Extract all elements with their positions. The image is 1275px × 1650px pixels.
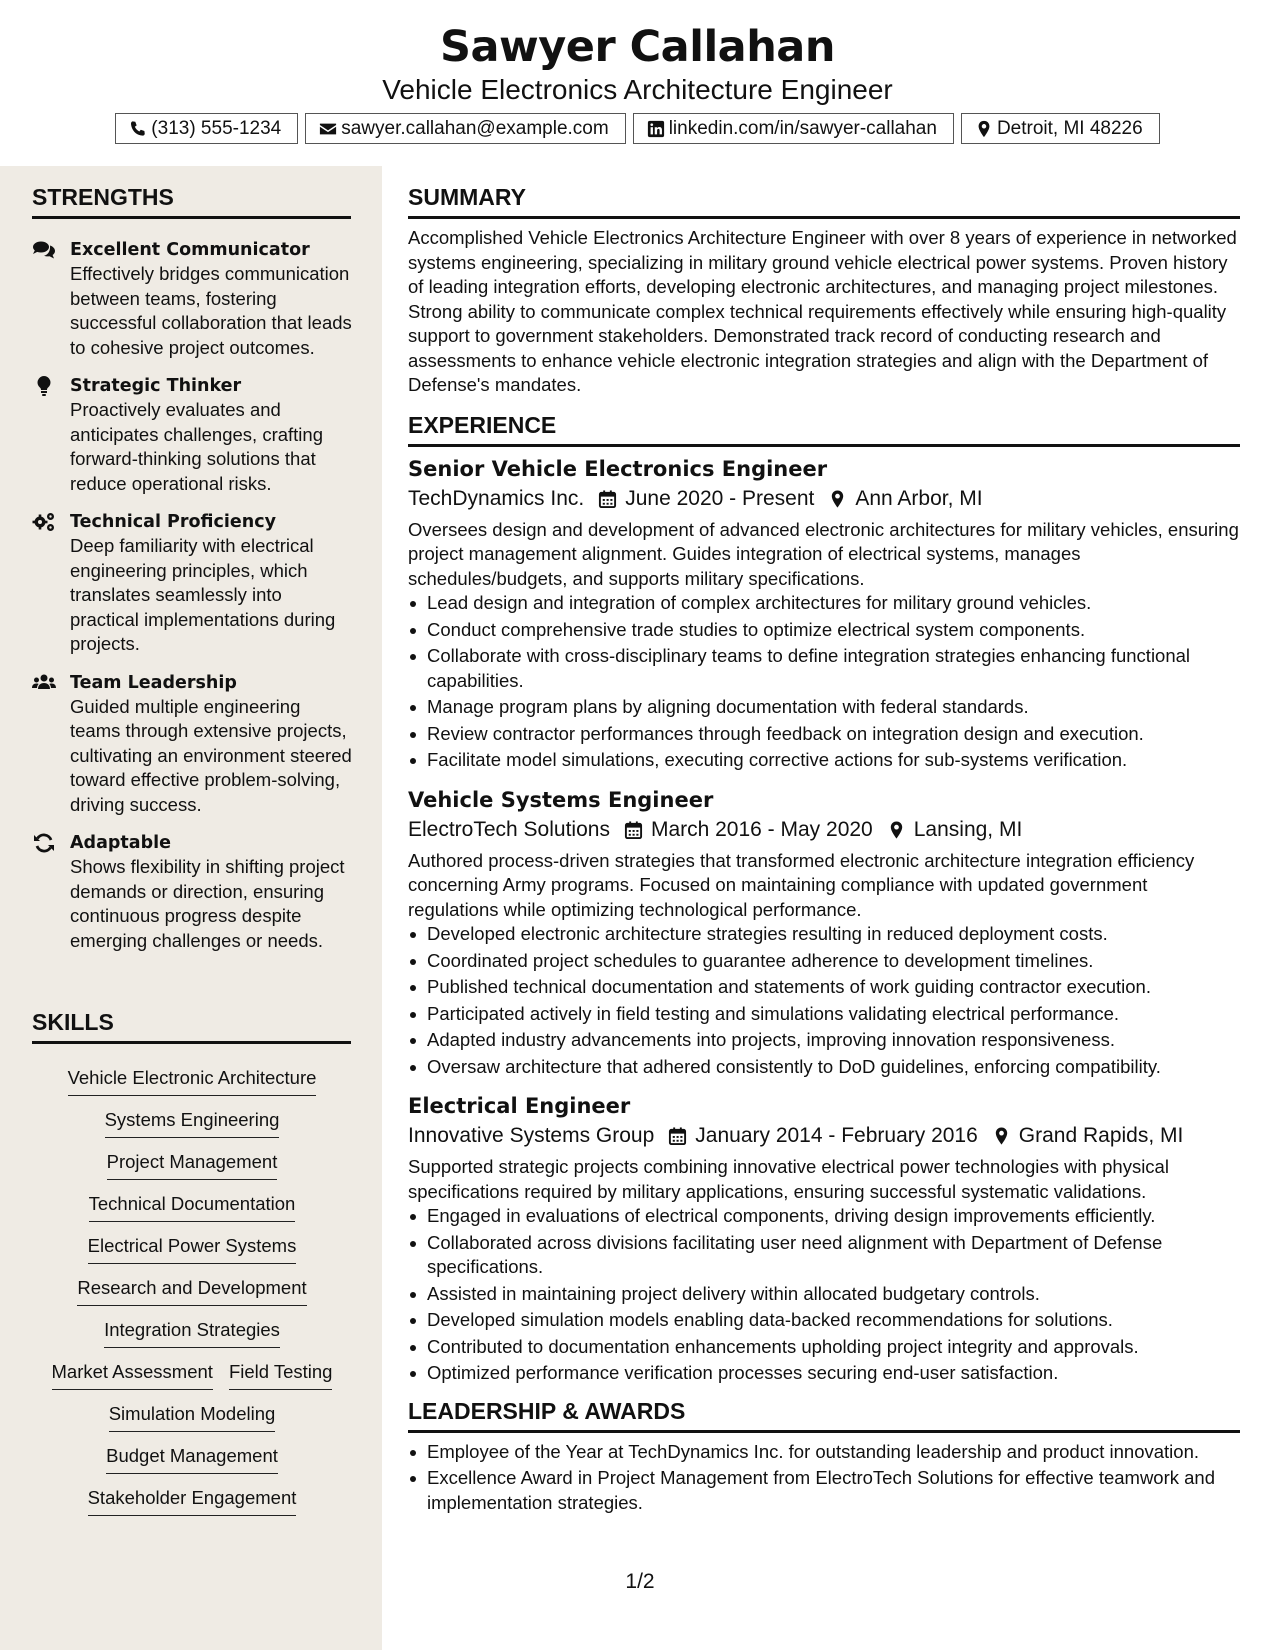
list-item: Lead design and integration of complex architectures for military ground vehicles.	[408, 591, 1240, 616]
job-company: TechDynamics Inc.	[408, 486, 585, 510]
envelope-icon	[319, 120, 337, 138]
map-marker-icon	[887, 820, 906, 840]
job-entry	[408, 1091, 1240, 1386]
page-number: 1/2	[625, 1570, 655, 1593]
strength-desc: Effectively bridges communication between teams, fostering successful collaboration that leads to cohesive project outcomes.	[70, 263, 352, 358]
strength-desc: Proactively evaluates and anticipates challenges, crafting forward-thinking solutions that reduce operational risks.	[70, 399, 323, 494]
skill-tag: Budget Management	[106, 1444, 278, 1474]
summary-heading: SUMMARY	[408, 184, 1240, 219]
job-entry	[408, 785, 1240, 1080]
list-item: Participated actively in field testing and simulations validating electrical performance.	[408, 1002, 1240, 1027]
skill-tag: Integration Strategies	[104, 1318, 280, 1348]
strength-title: Strategic Thinker	[70, 376, 242, 396]
list-item: Oversaw architecture that adhered consistently to DoD guidelines, enforcing compatibility.	[408, 1055, 1240, 1080]
strength-desc: Deep familiarity with electrical engineering principles, which translates seamlessly into practical implementations during projects.	[70, 535, 336, 654]
job-description: Supported strategic projects combining innovative electrical power technologies with physical specifications required by military applications, ensuring successful systematic validations.	[408, 1156, 1169, 1202]
skill-tag: Project Management	[107, 1150, 278, 1180]
calendar-icon	[598, 489, 617, 509]
skill-tag: Field Testing	[229, 1360, 333, 1390]
list-item: Assisted in maintaining project delivery within allocated budgetary controls.	[408, 1282, 1240, 1307]
job-description: Oversees design and development of advanced electronic architectures for military vehicles, ensuring project management alignment. Guides integration of electrical systems, manages schedules/budgets, and supports military specifications.	[408, 518, 1239, 589]
job-company: Innovative Systems Group	[408, 1124, 655, 1147]
strength-title: Technical Proficiency	[70, 512, 276, 532]
contact-bar	[0, 113, 1275, 144]
list-item: Coordinated project schedules to guarantee adherence to development timelines.	[408, 949, 1240, 974]
skill-tag: Technical Documentation	[89, 1192, 296, 1222]
list-item: Facilitate model simulations, executing corrective actions for sub-systems verification.	[408, 748, 1240, 773]
strength-item	[32, 831, 352, 953]
skill-tag: Systems Engineering	[105, 1108, 280, 1138]
email-text: sawyer.callahan@example.com	[341, 117, 609, 139]
skills-list	[32, 1066, 352, 1516]
job-title: Electrical Engineer	[408, 1094, 631, 1118]
strengths-list	[32, 238, 352, 967]
contact-email[interactable]	[305, 113, 625, 144]
candidate-title: Vehicle Electronics Architecture Engineer	[382, 74, 893, 105]
strength-item	[32, 510, 352, 657]
contact-linkedin[interactable]	[633, 113, 954, 144]
skill-tag: Electrical Power Systems	[88, 1234, 297, 1264]
experience-heading: EXPERIENCE	[408, 412, 1240, 447]
list-item: Developed electronic architecture strategies resulting in reduced deployment costs.	[408, 922, 1240, 947]
users-icon	[32, 672, 56, 694]
job-location: Lansing, MI	[913, 817, 1023, 841]
calendar-icon	[624, 820, 643, 840]
job-entry	[408, 454, 1240, 773]
list-item: Employee of the Year at TechDynamics Inc. for outstanding leadership and product innovation.	[408, 1440, 1240, 1465]
list-item: Developed simulation models enabling data-backed recommendations for solutions.	[408, 1308, 1240, 1333]
linkedin-text: linkedin.com/in/sawyer-callahan	[668, 117, 937, 139]
list-item: Collaborate with cross-disciplinary teams to define integration strategies enhancing functional capabilities.	[408, 644, 1240, 693]
job-bullets	[408, 1204, 1240, 1386]
job-meta	[408, 484, 1240, 514]
skill-tag: Research and Development	[77, 1276, 306, 1306]
skill-tag: Vehicle Electronic Architecture	[68, 1066, 317, 1096]
map-marker-icon	[992, 1126, 1011, 1146]
cogs-icon	[32, 511, 56, 533]
strength-title: Adaptable	[70, 833, 171, 853]
strengths-heading: STRENGTHS	[32, 184, 351, 219]
list-item: Published technical documentation and statements of work guiding contractor execution.	[408, 975, 1240, 1000]
phone-icon	[129, 120, 147, 138]
job-title: Vehicle Systems Engineer	[408, 787, 714, 812]
list-item: Adapted industry advancements into projects, improving innovation responsiveness.	[408, 1028, 1240, 1053]
linkedin-icon	[647, 120, 665, 138]
main-content	[408, 166, 1240, 1517]
job-meta	[408, 815, 1240, 845]
phone-text: (313) 555-1234	[151, 117, 282, 139]
skills-heading: SKILLS	[32, 1009, 351, 1044]
list-item: Review contractor performances through feedback on integration design and execution.	[408, 722, 1240, 747]
skill-tag: Simulation Modeling	[109, 1402, 276, 1432]
list-item: Conduct comprehensive trade studies to optimize electrical system components.	[408, 618, 1240, 643]
strength-desc: Shows flexibility in shifting project demands or direction, ensuring continuous progress despite emerging challenges or needs.	[70, 856, 345, 951]
job-location: Grand Rapids, MI	[1018, 1124, 1184, 1147]
sync-icon	[32, 832, 56, 854]
job-bullets	[408, 922, 1240, 1079]
job-dates: June 2020 - Present	[625, 486, 815, 510]
location-text: Detroit, MI 48226	[996, 117, 1143, 139]
list-item: Collaborated across divisions facilitating user need alignment with Department of Defense specifications.	[408, 1231, 1240, 1280]
calendar-icon	[668, 1126, 687, 1146]
job-dates: January 2014 - February 2016	[695, 1124, 978, 1147]
job-description: Authored process-driven strategies that transformed electronic architecture integration efficiency concerning Army programs. Focused on maintaining compliance with updated government regulations while optimizing technological performance.	[408, 849, 1195, 920]
awards-heading: LEADERSHIP & AWARDS	[408, 1398, 1240, 1433]
list-item: Optimized performance verification processes securing end-user satisfaction.	[408, 1361, 1240, 1386]
map-marker-icon	[975, 120, 993, 138]
awards-list	[408, 1440, 1240, 1516]
comments-icon	[32, 239, 56, 261]
job-title: Senior Vehicle Electronics Engineer	[408, 456, 828, 481]
contact-location[interactable]	[961, 113, 1160, 144]
candidate-name: Sawyer Callahan	[440, 22, 835, 72]
lightbulb-icon	[32, 375, 56, 397]
strength-item	[32, 374, 352, 496]
job-dates: March 2016 - May 2020	[650, 817, 873, 841]
list-item: Manage program plans by aligning documentation with federal standards.	[408, 695, 1240, 720]
strength-title: Excellent Communicator	[70, 240, 310, 260]
strength-item	[32, 238, 352, 360]
skill-tag: Market Assessment	[52, 1360, 213, 1390]
map-marker-icon	[828, 489, 847, 509]
job-company: ElectroTech Solutions	[408, 817, 610, 841]
list-item: Contributed to documentation enhancements upholding project integrity and approvals.	[408, 1335, 1240, 1360]
strength-title: Team Leadership	[70, 672, 237, 693]
skill-tag: Stakeholder Engagement	[88, 1486, 297, 1516]
resume-header	[0, 0, 1275, 166]
sidebar	[0, 166, 382, 1650]
job-meta	[408, 1121, 1240, 1151]
strength-desc: Guided multiple engineering teams through extensive projects, cultivating an environment steered toward effective problem-solving, driving success.	[70, 695, 352, 815]
contact-phone[interactable]	[115, 113, 298, 144]
job-location: Ann Arbor, MI	[855, 486, 983, 510]
summary-text: Accomplished Vehicle Electronics Architecture Engineer with over 8 years of experience in networked systems engineering, specializing in military ground vehicle electrical power systems. Proven history of leading integration efforts, developing electronic architectures, and managing project milestones. Strong ability to communicate complex technical requirements effectively while ensuring high-quality support to government stakeholders. Demonstrated track record of conducting research and assessments to enhance vehicle electronic integration strategies and align with the Department of Defense's mandates.	[408, 227, 1237, 395]
job-bullets	[408, 591, 1240, 773]
list-item: Excellence Award in Project Management from ElectroTech Solutions for effective teamwork and implementation strategies.	[408, 1466, 1240, 1515]
list-item: Engaged in evaluations of electrical components, driving design improvements efficiently.	[408, 1204, 1240, 1229]
strength-item	[32, 671, 352, 818]
